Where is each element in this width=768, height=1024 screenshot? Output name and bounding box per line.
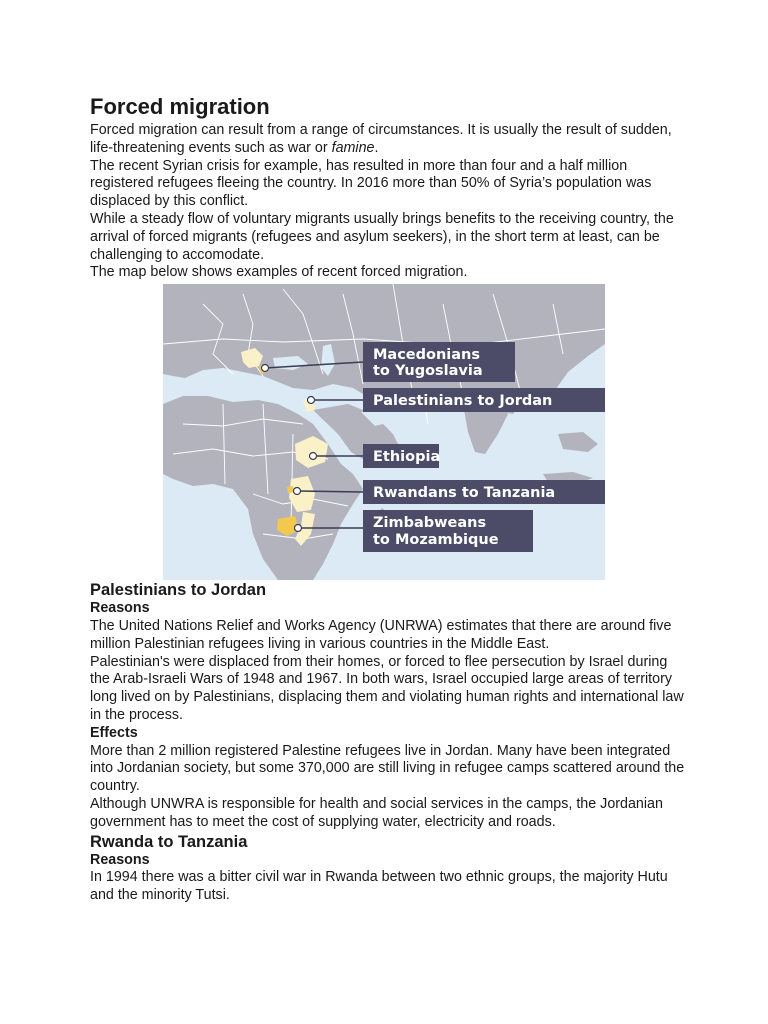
marker-rwandans: [294, 488, 301, 495]
label-macedonians-line1: Macedonians: [373, 347, 481, 364]
intro-paragraph-4: The map below shows examples of recent forced migration.: [90, 264, 468, 281]
label-macedonians-line2: to Yugoslavia: [373, 363, 483, 380]
marker-palestinians: [308, 397, 315, 404]
label-zimbabweans-line1: Zimbabweans: [373, 515, 487, 532]
leader-rwandans: [297, 491, 363, 492]
intro-paragraph-2: The recent Syrian crisis for example, has resulted in more than four and a half million registered refugees fleeing the country. In 2016 more than 50% of Syria’s population was displaced by this conflict.: [90, 157, 652, 210]
reasons-paragraph-2: Palestinian's were displaced from their homes, or forced to flee persecution by Israel during the Arab-Israeli Wars of 1948 and 1967. In both wars, Israel occupied large areas of territory long lived on by Palestinians, displacing them and violating human rights and international law in the process.: [90, 653, 684, 723]
document-page: [90, 93, 690, 905]
subheading-effects: Effects: [90, 724, 138, 741]
subheading-reasons-rwanda: Reasons: [90, 851, 150, 868]
label-zimbabweans-line2: to Mozambique: [373, 532, 499, 549]
map-svg: [163, 284, 605, 580]
effects-paragraph-1: More than 2 million registered Palestine refugees live in Jordan. Many have been integrated into Jordanian society, but some 370,000 are still living in refugee camps scattered around the country.: [90, 742, 685, 795]
section-heading-palestinians: Palestinians to Jordan: [90, 581, 267, 600]
effects-paragraph-2: Although UNWRA is responsible for health and social services in the camps, the Jordanian government has to meet the cost of supplying water, electricity and roads.: [90, 795, 663, 830]
marker-macedonians: [262, 365, 269, 372]
label-rwandans: Rwandans to Tanzania: [373, 485, 556, 502]
reasons-paragraph-1: The United Nations Relief and Works Agency (UNRWA) estimates that there are around five million Palestinian refugees living in various countries in the Middle East.: [90, 617, 672, 652]
label-ethiopia: Ethiopia: [373, 449, 441, 466]
subheading-reasons: Reasons: [90, 600, 150, 617]
marker-ethiopia: [310, 453, 317, 460]
label-palestinians: Palestinians to Jordan: [373, 393, 553, 410]
intro-emphasis: famine: [331, 139, 375, 156]
intro-paragraph-1: [90, 122, 690, 158]
intro-paragraph-3: While a steady flow of voluntary migrants usually brings benefits to the receiving country, the arrival of forced migrants (refugees and asylum seekers), in the short term at least, can be challenging to accomodate.: [90, 210, 674, 263]
page-title: Forced migration: [90, 94, 270, 119]
forced-migration-map: [163, 284, 605, 580]
intro-text-before: Forced migration can result from a range of circumstances. It is usually the result of sudden, life-threatening events such as war or: [90, 122, 672, 156]
marker-zimbabweans: [295, 525, 302, 532]
section-heading-rwanda: Rwanda to Tanzania: [90, 832, 248, 851]
rwanda-reasons-paragraph-1: In 1994 there was a bitter civil war in Rwanda between two ethnic groups, the majority Hutu and the minority Tutsi.: [90, 869, 668, 904]
intro-text-after: .: [374, 139, 379, 156]
rwanda-region: [287, 486, 294, 493]
